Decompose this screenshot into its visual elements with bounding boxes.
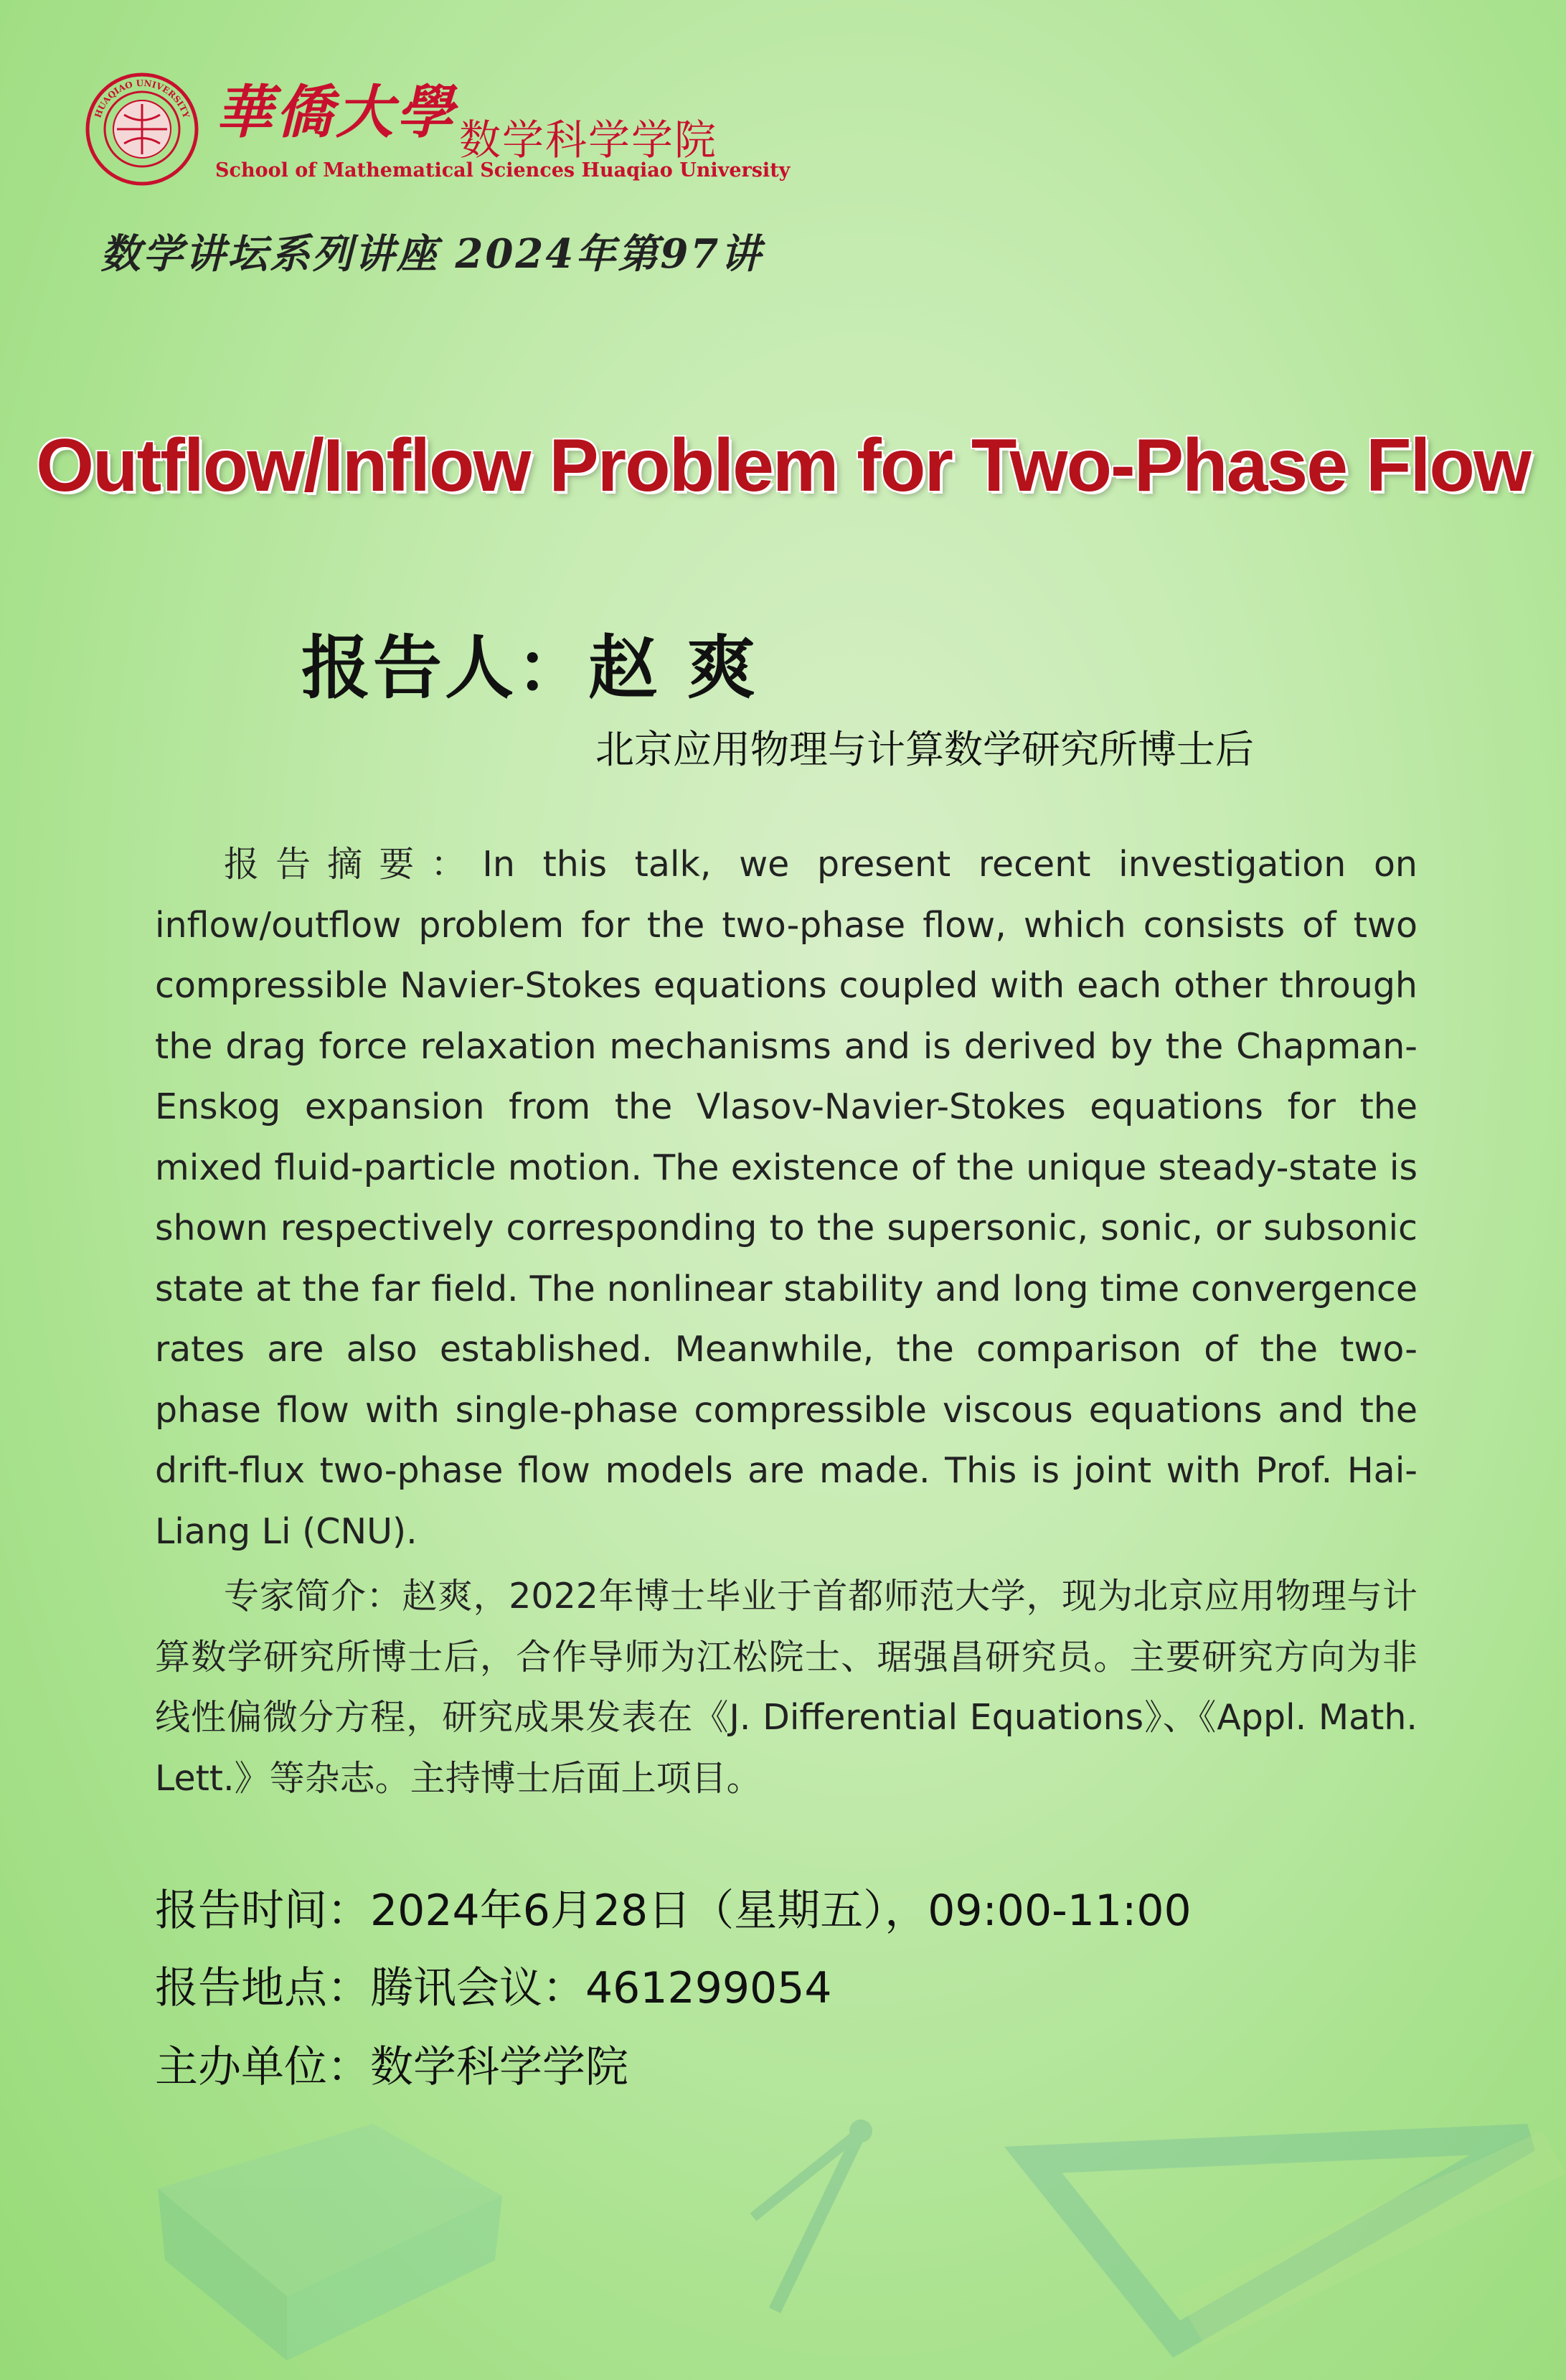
lecture-series-label: 数学讲坛系列讲座 2024年第97讲 (100, 230, 763, 278)
speaker-affiliation: 北京应用物理与计算数学研究所博士后 (595, 727, 1254, 772)
decorative-stationery-illustration (0, 2081, 1566, 2380)
talk-host: 主办单位：数学科学学院 (155, 2042, 628, 2092)
compass-icon (753, 2120, 872, 2310)
book-icon (158, 2124, 502, 2361)
svg-text:HUAQIAO UNIVERSITY: HUAQIAO UNIVERSITY (93, 77, 192, 120)
school-name-cn: 数学科学学院 (459, 116, 718, 164)
talk-title: Outflow/Inflow Problem for Two-Phase Flow (36, 424, 1530, 507)
abstract-paragraph: 报告摘要：In this talk, we present recent investigation on inflow/outflow problem for the two-phase flow, which consists of two compressible Navier-Stokes equations coupled with each other through the drag force relaxation mechanisms and is derived by the Chapman-Enskog expansion from the Vlasov-Navier-Stokes equations for the mixed fluid-particle motion. The existence of the unique steady-state is shown respectively corresponding to the supersonic, sonic, or subsonic state at the far field. The nonlinear stability and long time convergence rates are also established. Meanwhile, the comparison of the two-phase flow with single-phase compressible viscous equations and the drift-flux two-phase flow models are made. This is joint with Prof. Hai-Liang Li (CNU). (155, 844, 1418, 1552)
talk-location: 报告地点：腾讯会议：461299054 (155, 1963, 832, 2013)
bio-paragraph: 专家简介：赵爽，2022年博士毕业于首都师范大学，现为北京应用物理与计算数学研究所博士后，合作导师为江松院士、琚强昌研究员。主要研究方向为非线性偏微分方程，研究成果发表在《J. Differential Equations》、《Appl. Math. Lett.》等杂志。主持博士后面上项目。 (155, 1576, 1418, 1799)
speaker-name: 报告人：赵 爽 (301, 628, 759, 708)
university-name-cn: 華僑大學 (215, 78, 456, 146)
school-name-en: School of Mathematical Sciences Huaqiao University (215, 159, 791, 182)
university-seal-logo (85, 72, 199, 187)
talk-time: 报告时间：2024年6月28日（星期五），09:00-11:00 (155, 1886, 1192, 1936)
